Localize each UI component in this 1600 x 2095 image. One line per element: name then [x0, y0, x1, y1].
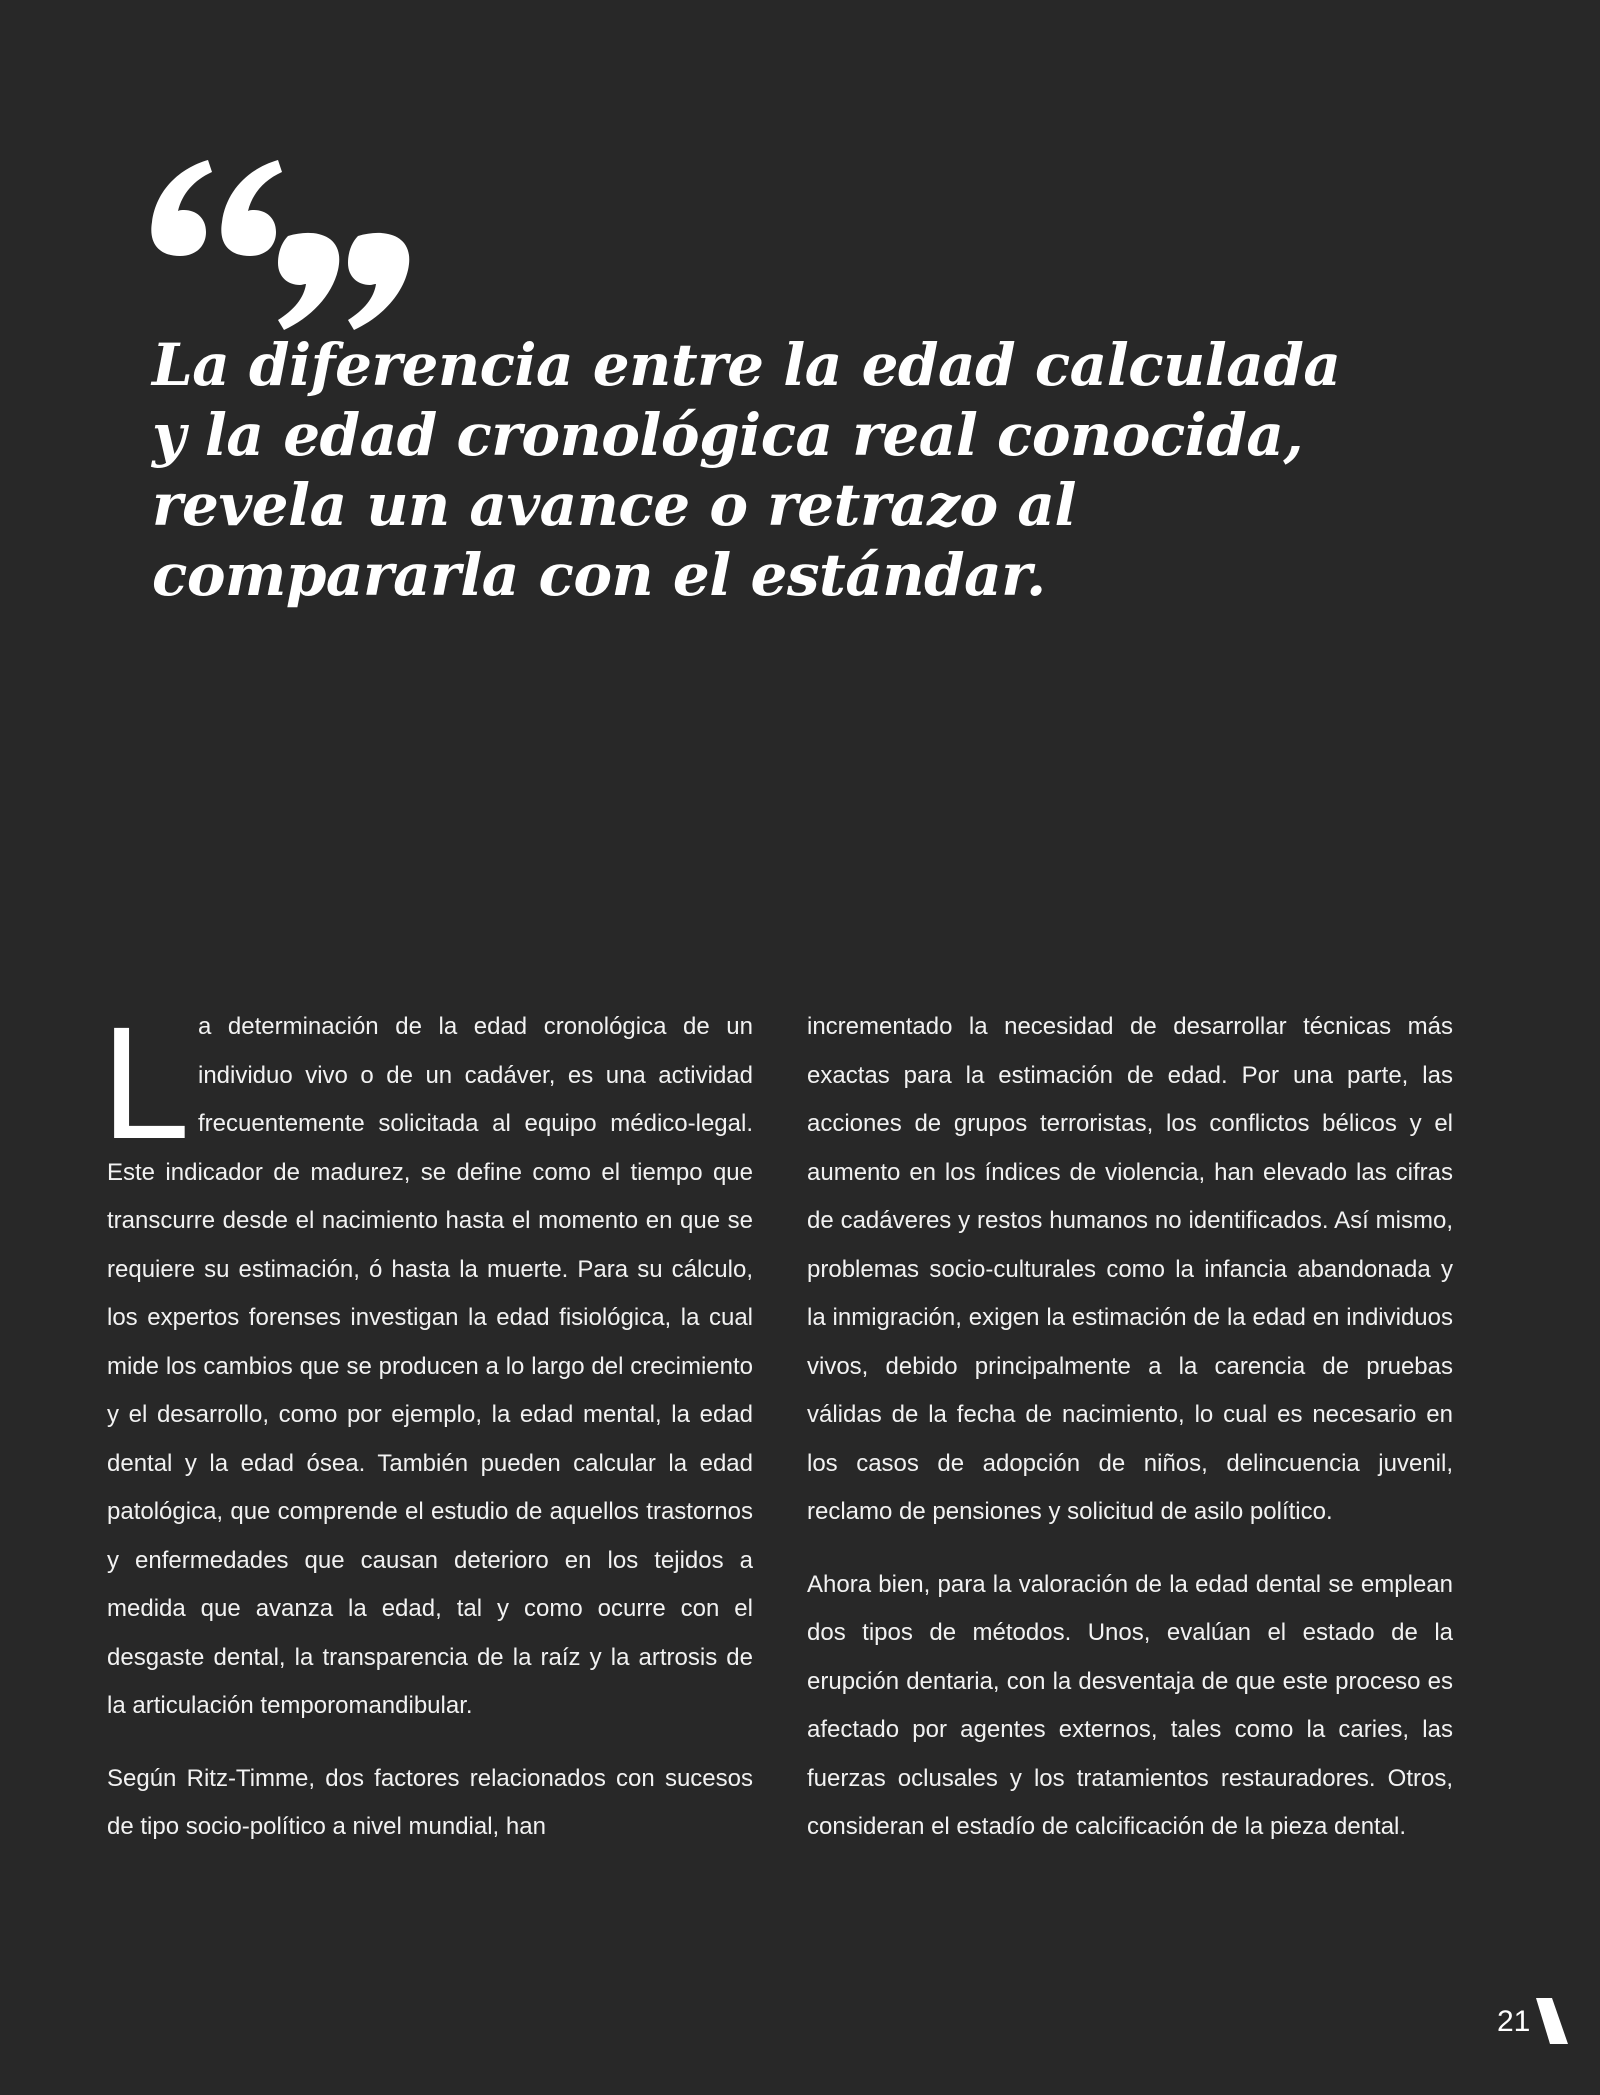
article-column-left — [101, 993, 753, 1876]
article-column-right — [807, 1003, 1453, 1876]
page-tab-icon — [1536, 1998, 1568, 2044]
page-number: 21 — [1497, 2005, 1531, 2038]
pull-quote-line: compararla con el estándar. — [152, 541, 1046, 609]
pull-quote-line: La diferencia entre la edad calculada — [152, 331, 1341, 399]
pull-quote-line: y la edad cronológica real conocida, — [152, 401, 1304, 469]
article-paragraph: incrementado la necesidad de desarrollar técnicas más exactas para la estimación de edad. Por una parte, las acciones de grupos terroristas, los conflictos bélicos y el aumento en los índices de violencia, han elevado las cifras de cadáveres y restos humanos no identificados. Así mismo, problemas socio-culturales como la infancia abandonada y la inmigración, exigen la estimación de la edad en individuos vivos, debido principalmente a la carencia de pruebas válidas de la fecha de nacimiento, lo cual es necesario en los casos de adopción de niños, delincuencia juvenil, reclamo de pensiones y solicitud de asilo político. — [807, 1013, 1453, 1525]
article-paragraph: Ahora bien, para la valoración de la edad dental se emplean dos tipos de métodos. Unos, evalúan el estado de la erupción dentaria, con la desventaja de que este proceso es afectado por agentes externos, tales como la caries, las fuerzas oclusales y los tratamientos restauradores. Otros, consideran el estadío de calcificación de la pieza dental. — [807, 1570, 1453, 1840]
quote-marks-icon — [150, 160, 410, 330]
pull-quote-line: revela un avance o retrazo al — [152, 471, 1077, 539]
drop-cap: L — [101, 993, 190, 1172]
article-paragraph: Según Ritz-Timme, dos factores relacionados con sucesos de tipo socio-político a nivel mundial, han — [107, 1764, 753, 1840]
article-paragraph: a determinación de la edad cronológica de un individuo vivo o de un cadáver, es una actividad frecuentemente solicitada al equipo médico-legal. Este indicador de madurez, se define como el tiempo que transcurre desde el nacimiento hasta el momento en que se requiere su estimación, ó hasta la muerte. Para su cálculo, los expertos forenses investigan la edad fisiológica, la cual mide los cambios que se producen a lo largo del crecimiento y el desarrollo, como por ejemplo, la edad mental, la edad dental y la edad ósea. También pueden calcular la edad patológica, que comprende el estudio de aquellos trastornos y enfermedades que causan deterioro en los tejidos a medida que avanza la edad, tal y como ocurre con el desgaste dental, la transparencia de la raíz y la artrosis de la articulación temporomandibular. — [107, 1013, 753, 1719]
pull-quote — [152, 330, 1452, 610]
